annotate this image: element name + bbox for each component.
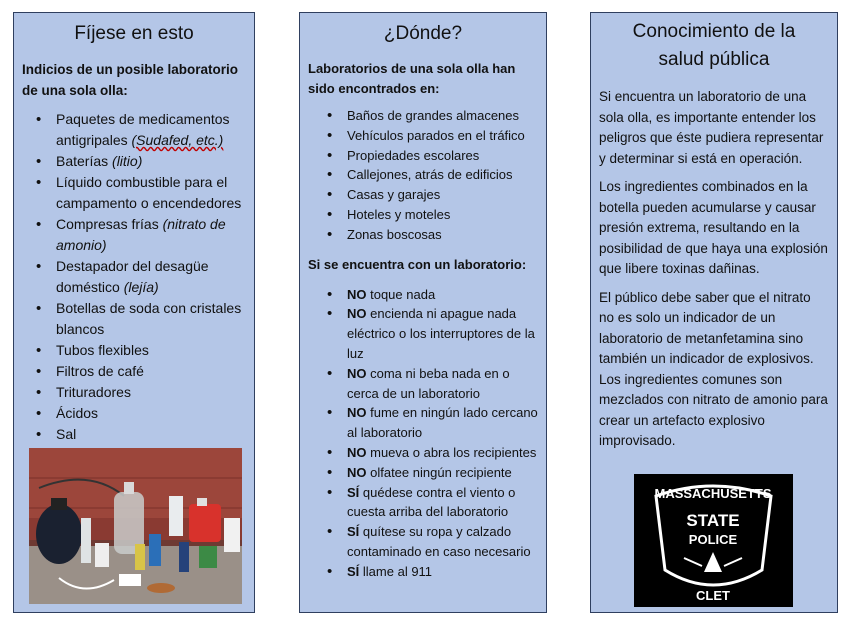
paragraph: Si encuentra un laboratorio de una sola olla, es importante entender los peligros que éste pudiera representar y determinar si está en operación. (599, 89, 824, 166)
list-item: • Propiedades escolares (347, 146, 538, 166)
panel-title: Conocimiento de la salud pública (632, 21, 796, 70)
list-item: • Compresas frías (nitrato de amonio) (56, 214, 246, 256)
list-item: • NO toque nada (347, 285, 538, 305)
list-item: • Filtros de café (56, 361, 246, 382)
list-item: • Tubos flexibles (56, 340, 246, 361)
list-item: • Botellas de soda con cristales blancos (56, 298, 246, 340)
meth-lab-items-photo (29, 448, 242, 604)
list-item: • SÍ quédese contra el viento o cuesta arriba del laboratorio (347, 483, 538, 523)
list-item: • Ácidos (56, 403, 246, 424)
list-item: • NO encienda ni apague nada eléctrico o los interruptores de la luz (347, 304, 538, 363)
list-item: • Líquido combustible para el campamento o encendedores (56, 172, 246, 214)
actions-list (347, 285, 538, 582)
list-item: • Callejones, atrás de edificios (347, 165, 538, 185)
paragraph: El público debe saber que el nitrato no es solo un indicador de un laboratorio de metanfetamina sino también un indicador de explosivos. Los ingredientes comunes son mezclados con nitrato de amonio para crear un artefacto explosivo improvisado. (599, 289, 828, 448)
list-item: • NO fume en ningún lado cercano al laboratorio (347, 403, 538, 443)
panel-subtitle: Indicios de un posible laboratorio de una sola olla: (22, 62, 239, 98)
list-item: • NO mueva o abra los recipientes (347, 443, 538, 463)
places-list (347, 106, 538, 245)
paragraph: Los ingredientes combinados en la botella pueden acumularse y causar presión extrema, resultando en la posibilidad de que haya una explosión que libere toxinas dañinas. (599, 179, 828, 276)
logo-arc-text: MASSACHUSETTS (654, 486, 772, 501)
list-item: • Casas y garajes (347, 185, 538, 205)
list-item: • NO coma ni beba nada en o cerca de un laboratorio (347, 364, 538, 404)
panel-title: ¿Dónde? (383, 23, 463, 44)
list-item: • Sal (56, 424, 246, 445)
indicators-list (56, 109, 246, 445)
list-item: • Vehículos parados en el tráfico (347, 126, 538, 146)
list-item: • Paquetes de medicamentos antigripales (Sudafed, etc.) (56, 109, 246, 151)
panel-title: Fíjese en esto (74, 23, 194, 44)
list-item: • Baterías (litio) (56, 151, 246, 172)
panel-public-health (590, 12, 838, 613)
list-item: • NO olfatee ningún recipiente (347, 463, 538, 483)
logo-line2: POLICE (688, 532, 738, 547)
logo-bottom-text: CLET (696, 588, 730, 603)
panel-where (299, 12, 547, 613)
panel-look-for-this (13, 12, 255, 613)
list-item: • Baños de grandes almacenes (347, 106, 538, 126)
list-item: • Zonas boscosas (347, 225, 538, 245)
state-police-logo (634, 474, 793, 607)
panel-subtitle-2: Si se encuentra con un laboratorio: (308, 256, 527, 272)
list-item: • SÍ quítese su ropa y calzado contaminado en caso necesario (347, 522, 538, 562)
list-item: • SÍ llame al 911 (347, 562, 538, 582)
list-item: • Destapador del desagüe doméstico (lejía) (56, 256, 246, 298)
panel-subtitle: Laboratorios de una sola olla han sido encontrados en: (308, 61, 516, 96)
list-item: • Trituradores (56, 382, 246, 403)
logo-line1: STATE (686, 511, 740, 530)
list-item: • Hoteles y moteles (347, 205, 538, 225)
